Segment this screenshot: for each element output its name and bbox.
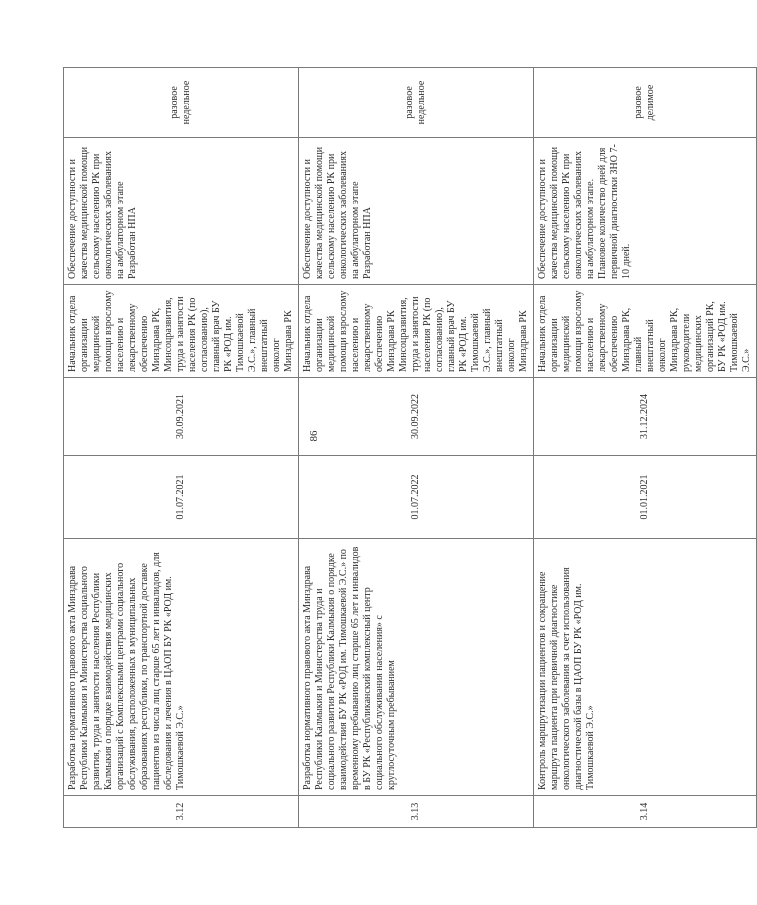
start-date-cell: 01.01.2021 xyxy=(534,456,757,539)
event-cell: Контроль маршрутизации пациентов и сокращение маршрута пациента при первичной диагностике онкологического заболевания за счет использования диагностической базы в ЦАОП БУ РК «РОД им. Тимошкаевой Э.С.» xyxy=(534,539,757,796)
start-date-cell: 01.07.2022 xyxy=(299,456,534,539)
rotated-table-wrapper xyxy=(63,68,752,828)
responsible-cell: Начальник отдела организации медицинской помощи взрослому населению и лекарственному обеспечению Минздрава РК, главный внештатный онколог Минздрава РК, руководители медицинских организаций РК, БУ РК «РОД им. Тимошкаевой Э.С.» xyxy=(534,285,757,378)
responsible-cell: Начальник отдела организации медицинской помощи взрослому населению и лекарственному обеспечению Минздрава РК Минсоцразвития, труда и занятости населения РК (по согласованию), главный врач БУ РК «РОД им. Тимошкаевой Э.С.», главный внештатный онколог Минздрава РК xyxy=(299,285,534,378)
event-cell: Разработка нормативного правового акта Минздрава Республики Калмыкия и Министерства социального развития, труда и занятости населения Республики Калмыкия о порядке взаимодействия медицинских организаций с Комплексными центрами социального обслуживания, расположенных в муниципальных образованиях республики, по транспортной доставке пациентов из числа лиц старше 65 лет и инвалидов, для обследования и лечения в ЦАОП БУ РК «РОД им. Тимошкаевой Э.С.» xyxy=(64,539,299,796)
responsible-cell: Начальник отдела организации медицинской помощи взрослому населению и лекарственному обеспечению Минздрава РК, Минсоцразвития, труда и занятости населения РК (по согласованию), главный врач БУ РК «РОД им. Тимошкаевой Э.С.», главный внештатный онколог Минздрава РК xyxy=(64,285,299,378)
start-date-cell: 01.07.2021 xyxy=(64,456,299,539)
table-row xyxy=(534,68,757,828)
table-row xyxy=(299,68,534,828)
event-cell: Разработка нормативного правового акта Минздрава Республики Калмыкия и Министерства труда и социального развития Республики Калмыкия о порядке взаимодействия БУ РК «РОД им. Тимошкаевой Э.С.» по временному пребыванию лиц старше 65 лет и инвалидов в БУ РК «Республиканский комплексный центр социального обслуживания населения» с круглосуточным пребыванием xyxy=(299,539,534,796)
periodicity-cell: разовое недельное xyxy=(299,68,534,138)
row-number: 3.13 xyxy=(299,796,534,828)
row-number: 3.14 xyxy=(534,796,757,828)
end-date-cell: 30.09.2022 xyxy=(299,378,534,456)
row-number: 3.12 xyxy=(64,796,299,828)
result-cell: Обеспечение доступности и качества медицинской помощи сельскому населению РК при онкологических заболеваниях на амбулаторном этапе Разработан НПА xyxy=(299,138,534,285)
periodicity-cell: разовое недельное xyxy=(64,68,299,138)
action-plan-table xyxy=(63,67,757,828)
periodicity-cell: разовое делимое xyxy=(534,68,757,138)
result-cell: Обеспечение доступности и качества медицинской помощи сельскому населению РК при онкологических заболеваниях на амбулаторном этапе Разработан НПА xyxy=(64,138,299,285)
table-row xyxy=(64,68,299,828)
result-cell: Обеспечение доступности и качества медицинской помощи сельскому населению РК при онкологических заболеваниях на амбулаторном этапе. Плановое количество дней для первичной диагностики ЗНО 7-10 дней. xyxy=(534,138,757,285)
page-number: 86 xyxy=(308,430,320,442)
end-date-cell: 30.09.2021 xyxy=(64,378,299,456)
end-date-cell: 31.12.2024 xyxy=(534,378,757,456)
